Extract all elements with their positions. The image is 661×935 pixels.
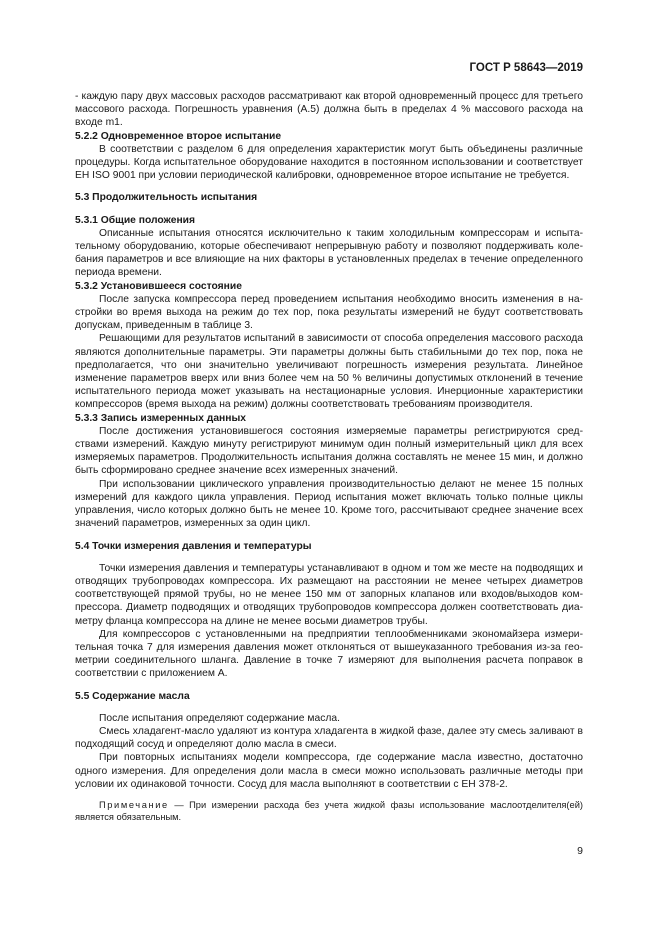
section-heading-5-5: 5.5 Содержание масла [75,690,190,702]
page-number: 9 [577,845,583,857]
paragraph: Описанные испытания относятся исключительно к таким холодильным компрессорам и испытательному оборудованию, которые обеспечивают непрерывную работу и позволяют поддерживать колебания параметров и все влияющие на них факторы в установленных пределах в течение определенного периода времени. [75,227,583,279]
paragraph: При повторных испытаниях модели компрессора, где содержание масла известно, достаточно одного измерения. Для определения доли масла в смеси можно использовать различные методы при условии их одинаковой точности. Сосуд для масла выполняют в соответствии с ЕН 378-2. [75,752,583,790]
section-heading-5-3-1: 5.3.1 Общие положения [75,214,195,226]
document-header: ГОСТ Р 58643—2019 [469,62,583,74]
paragraph: После запуска компрессора перед проведением испытания необходимо вносить изменения в настройки во время выхода на режим до тех пор, пока результаты измерений не будут соответствовать допускам, приведенным в таблице 3. [75,293,583,332]
page-body [75,90,583,832]
paragraph: В соответствии с разделом 6 для определения характеристик могут быть объединены различные процедуры. Когда испытательное оборудование находится в постоянном использовании и соответствует ЕН ISO 9001 при условии периодической калибровки, одновременное второе испытание не требуется. [75,143,583,182]
paragraph: Для компрессоров с установленными на предприятии теплообменниками экономайзера измерительная точка 7 для измерения давления может отклоняться от вышеуказанного требования из-за геометрии соединительного шланга. Давление в точке 7 измеряют для выполнения расчета поправок в соответствии с приложением А. [75,628,583,680]
section-heading-5-3-2: 5.3.2 Установившееся состояние [75,280,242,292]
note-label: Примечание [99,799,169,810]
paragraph: Точки измерения давления и температуры устанавливают в одном и том же месте на подводящих и отводящих трубопроводах компрессора. Их размещают на расстоянии не менее четырех диаметров соответствующей прямой трубы, но не менее 150 мм от запорных клапанов или входов/выходов компрессора. Диаметр подводящих и отводящих трубопроводов компрессора должен соответствовать диаметру фланца компрессора на длине не менее восьми диаметров трубы. [75,562,583,627]
section-heading-5-3-3: 5.3.3 Запись измеренных данных [75,412,246,424]
paragraph: После достижения установившегося состояния измеряемые параметры регистрируются средствами измерений. Каждую минуту регистрируют минимум один полный измерительный цикл для всех измеряемых параметров. Продолжительность испытания должна составлять не менее 15 мин, и должно быть сформировано среднее значение всех измеренных значений. [75,425,583,477]
paragraph: - каждую пару двух массовых расходов рассматривают как второй одновременный процесс для третьего массового расхода. Погрешность уравнения (А.5) должна быть в пределах 4 % массового расхода на входе m1. [75,91,583,129]
note-text: — При измерении расхода без учета жидкой фазы использование маслоотделителя(ей) является обязательным. [75,799,583,822]
note [75,799,583,823]
paragraph: Смесь хладагент-масло удаляют из контура хладагента в жидкой фазе, далее эту смесь заливают в подходящий сосуд и определяют долю масла в смеси. [75,725,583,751]
paragraph: Решающими для результатов испытаний в зависимости от способа определения массового расхода являются дополнительные параметры. Эти параметры должны быть стабильными до тех пор, пока не предполагается, что они значительно увеличивают погрешность измерения результата. Линейное изменение параметров вверх или вниз более чем на 50 % величины допустимых отклонений в течение испытательного периода может указывать на нестационарные условия. Инерционные характеристики компрессоров (время выхода на режим) должны соответствовать требованиям производителя. [75,333,583,411]
paragraph: При использовании циклического управления производительностью делают не менее 15 полных измерений для каждого цикла управления. Период испытания может включать только полные циклы управления, число которых должно быть не менее 10. Кроме того, рассчитывают среднее значение всех значений параметров, измеренных за один цикл. [75,478,583,530]
section-heading-5-3: 5.3 Продолжительность испытания [75,192,258,204]
section-heading-5-2-2: 5.2.2 Одновременное второе испытание [75,130,282,142]
section-heading-5-4: 5.4 Точки измерения давления и температуры [75,540,312,552]
paragraph: После испытания определяют содержание масла. [99,712,340,724]
